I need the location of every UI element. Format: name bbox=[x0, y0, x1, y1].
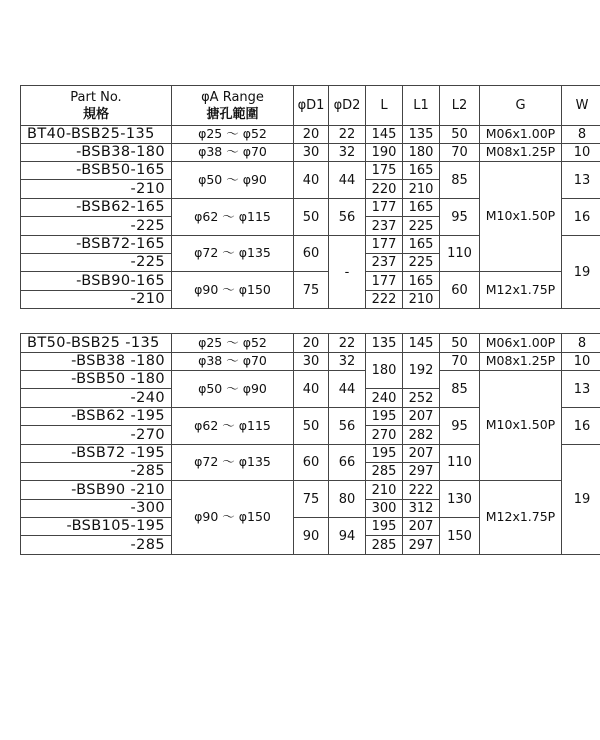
g-cell: M12x1.75P bbox=[480, 272, 562, 309]
header-part-no-cn: 規格 bbox=[82, 106, 109, 122]
d2-cell: 56 bbox=[329, 199, 366, 236]
d1-cell: 60 bbox=[294, 445, 329, 481]
header-d2: φD2 bbox=[329, 86, 366, 126]
d1-cell: 30 bbox=[294, 144, 329, 162]
part-number: -240 bbox=[21, 389, 172, 408]
l-cell: 300 bbox=[366, 500, 403, 518]
l2-cell: 85 bbox=[440, 162, 480, 199]
header-g: G bbox=[480, 86, 562, 126]
d1-cell: 60 bbox=[294, 236, 329, 272]
l-cell: 270 bbox=[366, 426, 403, 445]
part-number: -BSB72-165 bbox=[21, 236, 172, 254]
l1-cell: 145 bbox=[403, 334, 440, 353]
l-cell: 190 bbox=[366, 144, 403, 162]
table-row bbox=[21, 371, 600, 389]
l-cell: 175 bbox=[366, 162, 403, 180]
l1-cell: 297 bbox=[403, 463, 440, 481]
header-row bbox=[21, 86, 600, 126]
l1-cell: 297 bbox=[403, 536, 440, 555]
part-number: -225 bbox=[21, 217, 172, 236]
d1-cell: 40 bbox=[294, 371, 329, 408]
part-number: -300 bbox=[21, 500, 172, 518]
range-cell: φ25 ～ φ52 bbox=[172, 126, 294, 144]
range-cell: φ62 ～ φ115 bbox=[172, 199, 294, 236]
l-cell: 177 bbox=[366, 236, 403, 254]
w-cell: 13 bbox=[562, 162, 600, 199]
range-cell: φ38 ～ φ70 bbox=[172, 144, 294, 162]
part-number: -BSB62 -195 bbox=[21, 408, 172, 426]
part-number: -BSB38 -180 bbox=[21, 353, 172, 371]
d2-cell: 94 bbox=[329, 518, 366, 555]
l1-cell: 192 bbox=[403, 353, 440, 389]
g-cell: M12x1.75P bbox=[480, 481, 562, 555]
l1-cell: 165 bbox=[403, 162, 440, 180]
l2-cell: 85 bbox=[440, 371, 480, 408]
header-range-cn: 搪孔範圍 bbox=[206, 106, 259, 122]
l2-cell: 70 bbox=[440, 353, 480, 371]
range-cell: φ90 ～ φ150 bbox=[172, 481, 294, 555]
l2-cell: 110 bbox=[440, 445, 480, 481]
l2-cell: 95 bbox=[440, 199, 480, 236]
l1-cell: 282 bbox=[403, 426, 440, 445]
g-cell: M06x1.00P bbox=[480, 334, 562, 353]
header-l: L bbox=[366, 86, 403, 126]
part-number: -BSB38-180 bbox=[21, 144, 172, 162]
g-cell: M06x1.00P bbox=[480, 126, 562, 144]
w-cell: 19 bbox=[562, 445, 600, 555]
w-cell: 10 bbox=[562, 144, 600, 162]
d2-cell: 44 bbox=[329, 371, 366, 408]
d2-cell: 32 bbox=[329, 144, 366, 162]
range-cell: φ50 ～ φ90 bbox=[172, 162, 294, 199]
range-cell: φ25 ～ φ52 bbox=[172, 334, 294, 353]
part-number: -285 bbox=[21, 536, 172, 555]
part-number: -BSB50-165 bbox=[21, 162, 172, 180]
d2-cell: 44 bbox=[329, 162, 366, 199]
g-cell: M08x1.25P bbox=[480, 353, 562, 371]
w-cell: 13 bbox=[562, 371, 600, 408]
g-cell: M08x1.25P bbox=[480, 144, 562, 162]
l2-cell: 50 bbox=[440, 334, 480, 353]
w-cell: 16 bbox=[562, 408, 600, 445]
d1-cell: 90 bbox=[294, 518, 329, 555]
l2-cell: 50 bbox=[440, 126, 480, 144]
l1-cell: 165 bbox=[403, 199, 440, 217]
header-d1: φD1 bbox=[294, 86, 329, 126]
l2-cell: 70 bbox=[440, 144, 480, 162]
l1-cell: 210 bbox=[403, 180, 440, 199]
d2-cell: 22 bbox=[329, 126, 366, 144]
header-w: W bbox=[562, 86, 600, 126]
range-cell: φ38 ～ φ70 bbox=[172, 353, 294, 371]
l1-cell: 165 bbox=[403, 272, 440, 291]
l2-cell: 150 bbox=[440, 518, 480, 555]
table-row bbox=[21, 144, 600, 162]
l1-cell: 312 bbox=[403, 500, 440, 518]
part-number: BT50-BSB25 -135 bbox=[21, 334, 172, 353]
l-cell: 220 bbox=[366, 180, 403, 199]
part-number: -210 bbox=[21, 291, 172, 309]
table-row bbox=[21, 334, 600, 353]
range-cell: φ50 ～ φ90 bbox=[172, 371, 294, 408]
d1-cell: 20 bbox=[294, 126, 329, 144]
l1-cell: 252 bbox=[403, 389, 440, 408]
l-cell: 195 bbox=[366, 518, 403, 536]
l1-cell: 207 bbox=[403, 445, 440, 463]
part-number: -BSB50 -180 bbox=[21, 371, 172, 389]
range-cell: φ62 ～ φ115 bbox=[172, 408, 294, 445]
part-number: -225 bbox=[21, 254, 172, 272]
part-number: -BSB62-165 bbox=[21, 199, 172, 217]
l-cell: 285 bbox=[366, 536, 403, 555]
part-number: -BSB90 -210 bbox=[21, 481, 172, 500]
part-number: -BSB72 -195 bbox=[21, 445, 172, 463]
g-cell: M10x1.50P bbox=[480, 162, 562, 272]
header-range bbox=[172, 86, 294, 126]
l-cell: 240 bbox=[366, 389, 403, 408]
d2-cell: 32 bbox=[329, 353, 366, 371]
w-cell: 10 bbox=[562, 353, 600, 371]
d1-cell: 75 bbox=[294, 481, 329, 518]
d1-cell: 30 bbox=[294, 353, 329, 371]
l-cell: 195 bbox=[366, 445, 403, 463]
d1-cell: 50 bbox=[294, 408, 329, 445]
table-row bbox=[21, 162, 600, 180]
range-cell: φ90 ～ φ150 bbox=[172, 272, 294, 309]
l1-cell: 165 bbox=[403, 236, 440, 254]
l-cell: 177 bbox=[366, 199, 403, 217]
w-cell: 8 bbox=[562, 334, 600, 353]
l-cell: 180 bbox=[366, 353, 403, 389]
d2-cell: - bbox=[329, 236, 366, 309]
l1-cell: 225 bbox=[403, 254, 440, 272]
d2-cell: 22 bbox=[329, 334, 366, 353]
w-cell: 8 bbox=[562, 126, 600, 144]
d1-cell: 50 bbox=[294, 199, 329, 236]
range-cell: φ72 ～ φ135 bbox=[172, 445, 294, 481]
spec-table-bt50 bbox=[20, 333, 600, 555]
part-number: -210 bbox=[21, 180, 172, 199]
table-row bbox=[21, 272, 600, 291]
l1-cell: 222 bbox=[403, 481, 440, 500]
l1-cell: 225 bbox=[403, 217, 440, 236]
l2-cell: 95 bbox=[440, 408, 480, 445]
d1-cell: 20 bbox=[294, 334, 329, 353]
l-cell: 285 bbox=[366, 463, 403, 481]
w-cell: 19 bbox=[562, 236, 600, 309]
l1-cell: 210 bbox=[403, 291, 440, 309]
part-number: -BSB90-165 bbox=[21, 272, 172, 291]
spec-table-bt40 bbox=[20, 85, 600, 309]
w-cell: 16 bbox=[562, 199, 600, 236]
l1-cell: 207 bbox=[403, 518, 440, 536]
table-row bbox=[21, 126, 600, 144]
l1-cell: 207 bbox=[403, 408, 440, 426]
l-cell: 237 bbox=[366, 217, 403, 236]
l-cell: 195 bbox=[366, 408, 403, 426]
l2-cell: 130 bbox=[440, 481, 480, 518]
table-row bbox=[21, 353, 600, 371]
l1-cell: 135 bbox=[403, 126, 440, 144]
header-l2: L2 bbox=[440, 86, 480, 126]
d2-cell: 66 bbox=[329, 445, 366, 481]
g-cell: M10x1.50P bbox=[480, 371, 562, 481]
part-number: -270 bbox=[21, 426, 172, 445]
table-row bbox=[21, 481, 600, 500]
part-number: -BSB105-195 bbox=[21, 518, 172, 536]
l-cell: 135 bbox=[366, 334, 403, 353]
l2-cell: 110 bbox=[440, 236, 480, 272]
d1-cell: 40 bbox=[294, 162, 329, 199]
header-l1: L1 bbox=[403, 86, 440, 126]
l-cell: 177 bbox=[366, 272, 403, 291]
l2-cell: 60 bbox=[440, 272, 480, 309]
l-cell: 210 bbox=[366, 481, 403, 500]
header-part-no bbox=[21, 86, 172, 126]
l1-cell: 180 bbox=[403, 144, 440, 162]
range-cell: φ72 ～ φ135 bbox=[172, 236, 294, 272]
part-number: BT40-BSB25-135 bbox=[21, 126, 172, 144]
d1-cell: 75 bbox=[294, 272, 329, 309]
d2-cell: 80 bbox=[329, 481, 366, 518]
l-cell: 222 bbox=[366, 291, 403, 309]
d2-cell: 56 bbox=[329, 408, 366, 445]
header-part-no-label: Part No. bbox=[70, 89, 122, 105]
header-range-label: φA Range bbox=[201, 89, 264, 105]
l-cell: 145 bbox=[366, 126, 403, 144]
l-cell: 237 bbox=[366, 254, 403, 272]
part-number: -285 bbox=[21, 463, 172, 481]
